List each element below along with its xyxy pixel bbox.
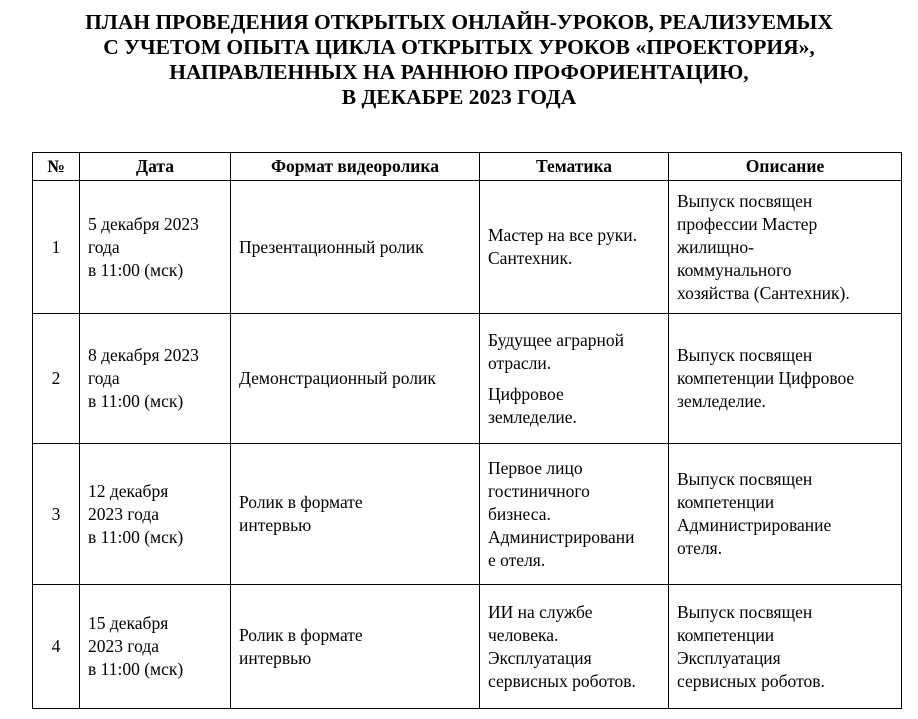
table-row	[33, 181, 902, 314]
document-title	[0, 10, 918, 110]
date-line: 5 декабря 2023	[88, 213, 199, 234]
format-line: интервью	[239, 515, 312, 535]
table-row	[33, 444, 902, 585]
header-number: №	[33, 153, 80, 181]
date-cell	[80, 444, 231, 585]
date-line: 12 декабря	[88, 480, 169, 501]
description-cell	[669, 585, 902, 709]
description-line: отеля.	[677, 538, 723, 558]
title-line: НАПРАВЛЕННЫХ НА РАННЮЮ ПРОФОРИЕНТАЦИЮ,	[169, 60, 749, 84]
row-number: 3	[33, 444, 80, 585]
format-line: Презентационный ролик	[239, 236, 424, 257]
date-line: 2023 года	[88, 503, 160, 524]
date-line: года	[88, 368, 120, 388]
row-number: 4	[33, 585, 80, 709]
description-line: сервисных роботов.	[677, 670, 825, 691]
topic-paragraph	[488, 457, 660, 572]
description-cell	[669, 314, 902, 444]
topic-cell	[480, 181, 669, 314]
format-line: Демонстрационный ролик	[239, 368, 436, 388]
header-format: Формат видеоролика	[231, 153, 480, 181]
topic-line: е отеля.	[488, 549, 546, 570]
topic-line: Администрировани	[488, 526, 635, 547]
topic-line: бизнеса.	[488, 503, 551, 524]
topic-paragraph	[488, 329, 660, 375]
title-line: С УЧЕТОМ ОПЫТА ЦИКЛА ОТКРЫТЫХ УРОКОВ «ПРОЕКТОРИЯ»,	[103, 35, 815, 59]
title-line: ПЛАН ПРОВЕДЕНИЯ ОТКРЫТЫХ ОНЛАЙН-УРОКОВ, РЕАЛИЗУЕМЫХ	[85, 10, 833, 34]
description-line: Выпуск посвящен	[677, 345, 813, 365]
topic-cell	[480, 444, 669, 585]
date-line: в 11:00 (мск)	[88, 391, 184, 411]
topic-line: гостиничного	[488, 480, 590, 501]
date-line: в 11:00 (мск)	[88, 526, 184, 547]
topic-paragraph	[488, 601, 660, 693]
topic-line: Мастер на все руки.	[488, 225, 637, 245]
format-cell	[231, 181, 480, 314]
date-line: 8 декабря 2023	[88, 345, 199, 365]
date-line: 15 декабря	[88, 613, 169, 633]
description-line: жилищно-	[677, 236, 754, 257]
table-row	[33, 314, 902, 444]
format-line: Ролик в формате	[239, 624, 363, 645]
header-description: Описание	[669, 153, 902, 181]
date-line: 2023 года	[88, 636, 160, 656]
lessons-plan-table	[32, 152, 902, 709]
format-line: Ролик в формате	[239, 492, 363, 512]
format-cell	[231, 314, 480, 444]
topic-line: Первое лицо	[488, 457, 583, 478]
description-cell	[669, 181, 902, 314]
description-line: коммунального	[677, 259, 792, 280]
date-line: в 11:00 (мск)	[88, 659, 184, 679]
description-line: Выпуск посвящен	[677, 469, 813, 489]
header-topic: Тематика	[480, 153, 669, 181]
topic-cell	[480, 314, 669, 444]
description-line: профессии Мастер	[677, 213, 818, 234]
description-line: Выпуск посвящен	[677, 601, 813, 622]
title-line: В ДЕКАБРЕ 2023 ГОДА	[341, 85, 577, 109]
date-cell	[80, 181, 231, 314]
description-line: земледелие.	[677, 391, 766, 411]
description-line: компетенции	[677, 492, 775, 512]
description-line: Эксплуатация	[677, 647, 781, 668]
topic-line: человека.	[488, 624, 559, 645]
date-cell	[80, 585, 231, 709]
format-line: интервью	[239, 647, 312, 668]
date-line: года	[88, 236, 120, 257]
topic-line: сервисных роботов.	[488, 670, 636, 691]
description-cell	[669, 444, 902, 585]
format-cell	[231, 444, 480, 585]
topic-line: Цифровое	[488, 383, 564, 404]
description-line: компетенции	[677, 624, 775, 645]
topic-line: Эксплуатация	[488, 647, 592, 668]
table-row	[33, 585, 902, 709]
topic-line: отрасли.	[488, 352, 552, 373]
topic-line: земледелие.	[488, 406, 577, 427]
description-line: Администрирование	[677, 515, 832, 535]
date-cell	[80, 314, 231, 444]
description-line: компетенции Цифровое	[677, 368, 855, 388]
row-number: 2	[33, 314, 80, 444]
header-date: Дата	[80, 153, 231, 181]
description-line: Выпуск посвящен	[677, 190, 813, 211]
row-number: 1	[33, 181, 80, 314]
format-cell	[231, 585, 480, 709]
topic-line: Будущее аграрной	[488, 329, 624, 350]
topic-paragraph	[488, 224, 660, 270]
description-line: хозяйства (Сантехник).	[677, 282, 850, 303]
topic-paragraph	[488, 383, 660, 429]
topic-line: Сантехник.	[488, 248, 573, 268]
topic-cell	[480, 585, 669, 709]
table-header-row	[33, 153, 902, 181]
date-line: в 11:00 (мск)	[88, 259, 184, 280]
topic-line: ИИ на службе	[488, 601, 593, 622]
